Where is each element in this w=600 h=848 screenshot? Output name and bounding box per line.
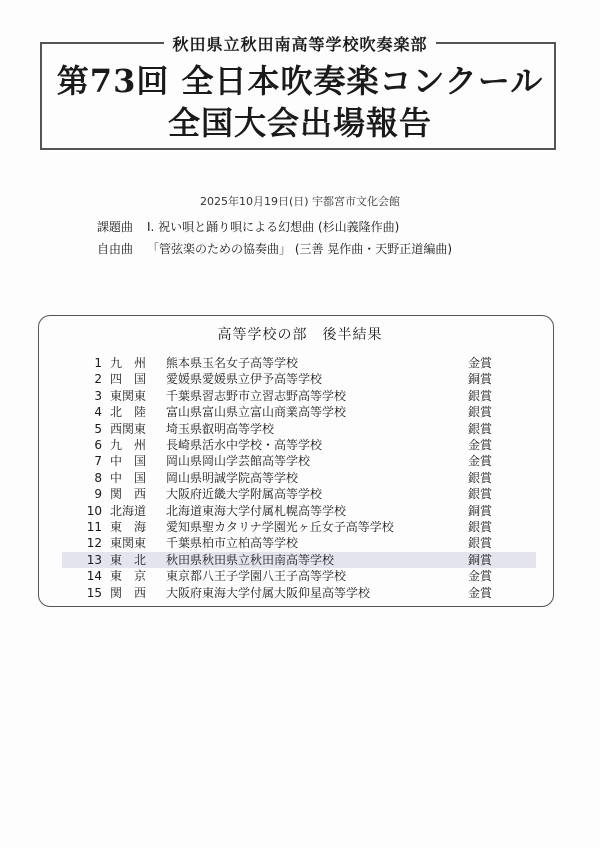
award: 金賞	[468, 454, 493, 469]
report-title-line1: 第73回 全日本吹奏楽コンクール	[56, 62, 544, 100]
school-name: 埼玉県叡明高等学校	[166, 421, 275, 436]
entry-number: 10	[86, 503, 102, 518]
award: 銅賞	[468, 552, 493, 567]
region: 九 州	[110, 356, 147, 370]
school-name: 大阪府東海大学付属大阪仰星高等学校	[166, 585, 371, 600]
school-name: 熊本県玉名女子高等学校	[166, 356, 299, 370]
school-name: 千葉県柏市立柏高等学校	[166, 536, 299, 551]
school-name: 長崎県活水中学校・高等学校	[166, 438, 323, 452]
award: 銀賞	[468, 487, 493, 502]
club-name	[0, 32, 600, 55]
result-row	[62, 552, 536, 568]
club-name-text: 秋田県立秋田南高等学校吹奏楽部	[164, 35, 435, 54]
award: 銀賞	[468, 421, 493, 436]
award: 銅賞	[468, 503, 493, 518]
event-date-venue: 2025年10月19日(日) 宇都宮市文化会館	[199, 195, 401, 208]
region: 関 西	[110, 487, 147, 502]
school-name: 岡山県岡山学芸館高等学校	[166, 454, 311, 469]
region: 中 国	[110, 470, 147, 485]
pieces-list	[97, 216, 452, 260]
school-name: 東京都八王子学園八王子高等学校	[166, 569, 347, 584]
entry-number: 5	[94, 421, 102, 436]
school-name: 大阪府近畿大学附属高等学校	[166, 487, 323, 502]
entry-number: 4	[94, 405, 102, 420]
entry-number: 12	[86, 536, 102, 551]
school-name: 愛媛県愛媛県立伊予高等学校	[166, 372, 323, 387]
school-name: 千葉県習志野市立習志野高等学校	[166, 388, 347, 403]
award: 銅賞	[468, 372, 493, 387]
entry-number: 6	[94, 438, 102, 452]
result-row	[62, 421, 536, 437]
entry-number: 1	[94, 356, 102, 370]
entry-number: 15	[86, 585, 102, 600]
award: 銀賞	[468, 520, 493, 534]
result-row	[62, 585, 536, 601]
free-piece	[97, 238, 452, 260]
school-name: 北海道東海大学付属札幌高等学校	[166, 503, 347, 518]
piece-title: 「管弦楽のための協奏曲」 (三善 晃作曲・天野正道編曲)	[147, 242, 452, 256]
region: 西関東	[110, 421, 147, 436]
region: 四 国	[110, 372, 147, 387]
entry-number: 2	[94, 372, 102, 387]
school-name: 愛知県聖カタリナ学園光ヶ丘女子高等学校	[166, 520, 394, 534]
result-row	[62, 388, 536, 404]
result-row	[62, 355, 536, 371]
report-title-line2: 全国大会出場報告	[167, 104, 432, 142]
entry-number: 8	[94, 470, 102, 485]
award: 金賞	[468, 585, 493, 600]
entry-number: 13	[86, 552, 102, 567]
entry-number: 9	[94, 487, 102, 502]
result-row	[62, 453, 536, 469]
award: 金賞	[468, 569, 493, 584]
region: 中 国	[110, 454, 147, 469]
piece-label: 課題曲	[97, 220, 134, 234]
region: 関 西	[110, 585, 147, 600]
entry-number: 14	[86, 569, 102, 584]
school-name: 秋田県秋田県立秋田南高等学校	[166, 552, 335, 567]
award: 銀賞	[468, 536, 493, 551]
award: 金賞	[468, 438, 493, 452]
piece-title: Ⅰ. 祝い唄と踊り唄による幻想曲 (杉山義隆作曲)	[147, 220, 400, 234]
school-name: 富山県富山県立富山商業高等学校	[166, 405, 347, 420]
set-piece	[97, 216, 452, 238]
result-row	[62, 371, 536, 387]
entry-number: 11	[86, 520, 102, 534]
result-row	[62, 404, 536, 420]
entry-number: 3	[94, 388, 102, 403]
piece-label: 自由曲	[97, 242, 134, 256]
award: 銀賞	[468, 470, 493, 485]
result-row	[62, 437, 536, 453]
region: 東 京	[110, 569, 147, 584]
result-row	[62, 503, 536, 519]
region: 北海道	[110, 503, 147, 518]
results-title: 高等学校の部 後半結果	[217, 327, 383, 343]
region: 九 州	[110, 438, 147, 452]
school-name: 岡山県明誠学院高等学校	[166, 470, 299, 485]
entry-number: 7	[94, 454, 102, 469]
result-row	[62, 519, 536, 535]
result-row	[62, 470, 536, 486]
region: 東 北	[110, 552, 147, 567]
result-row	[62, 568, 536, 584]
region: 東 海	[110, 520, 147, 534]
award: 金賞	[468, 356, 493, 370]
region: 北 陸	[110, 405, 147, 420]
region: 東関東	[110, 536, 147, 551]
region: 東関東	[110, 388, 147, 403]
award: 銀賞	[468, 388, 493, 403]
result-row	[62, 486, 536, 502]
result-row	[62, 535, 536, 551]
award: 銀賞	[468, 405, 493, 420]
